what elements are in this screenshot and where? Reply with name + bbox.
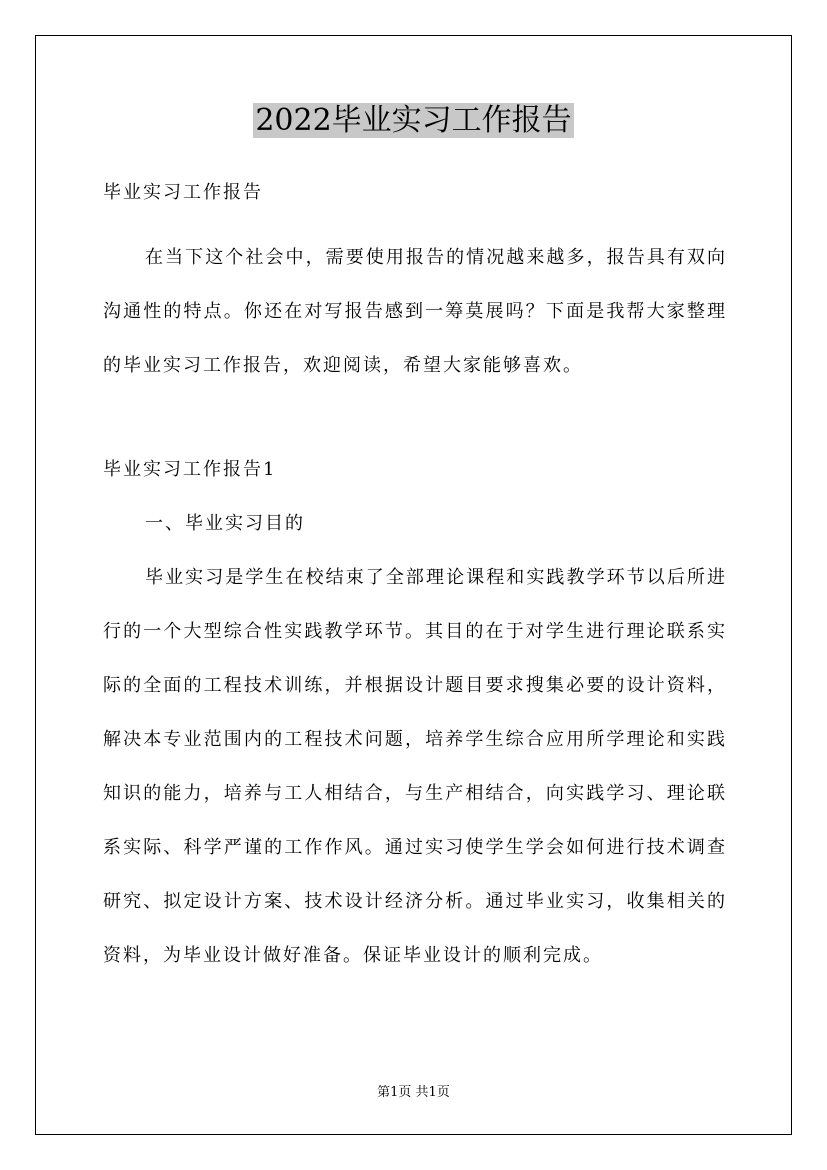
spacer (103, 393, 727, 443)
intro-heading: 毕业实习工作报告 (103, 182, 263, 203)
section-heading: 毕业实习工作报告1 (103, 459, 277, 480)
document-title-text: 2022毕业实习工作报告 (255, 103, 572, 138)
document-body (103, 174, 727, 983)
page-footer: 第1页 共1页 (377, 1085, 450, 1100)
body-paragraph: 毕业实习是学生在校结束了全部理论课程和实践教学环节以后所进行的一个大型综合性实践教学环节。其目的在于对学生进行理论联系实际的全面的工程技术训练，并根据设计题目要求搜集必要的设计资料，解决本专业范围内的工程技术问题，培养学生综合应用所学理论和实践知识的能力，培养与工人相结合，与生产相结合，向实践学习、理论联系实际、科学严谨的工作作风。通过实习使学生学会如何进行技术调查研究、拟定设计方案、技术设计经济分析。通过毕业实习，收集相关的资料，为毕业设计做好准备。保证毕业设计的顺利完成。 (103, 567, 727, 966)
sub-heading: 一、毕业实习目的 (145, 513, 305, 534)
intro-paragraph: 在当下这个社会中，需要使用报告的情况越来越多，报告具有双向沟通性的特点。你还在对写报告感到一筹莫展吗？下面是我帮大家整理的毕业实习工作报告，欢迎阅读，希望大家能够喜欢。 (103, 247, 727, 376)
document-title (0, 100, 827, 142)
